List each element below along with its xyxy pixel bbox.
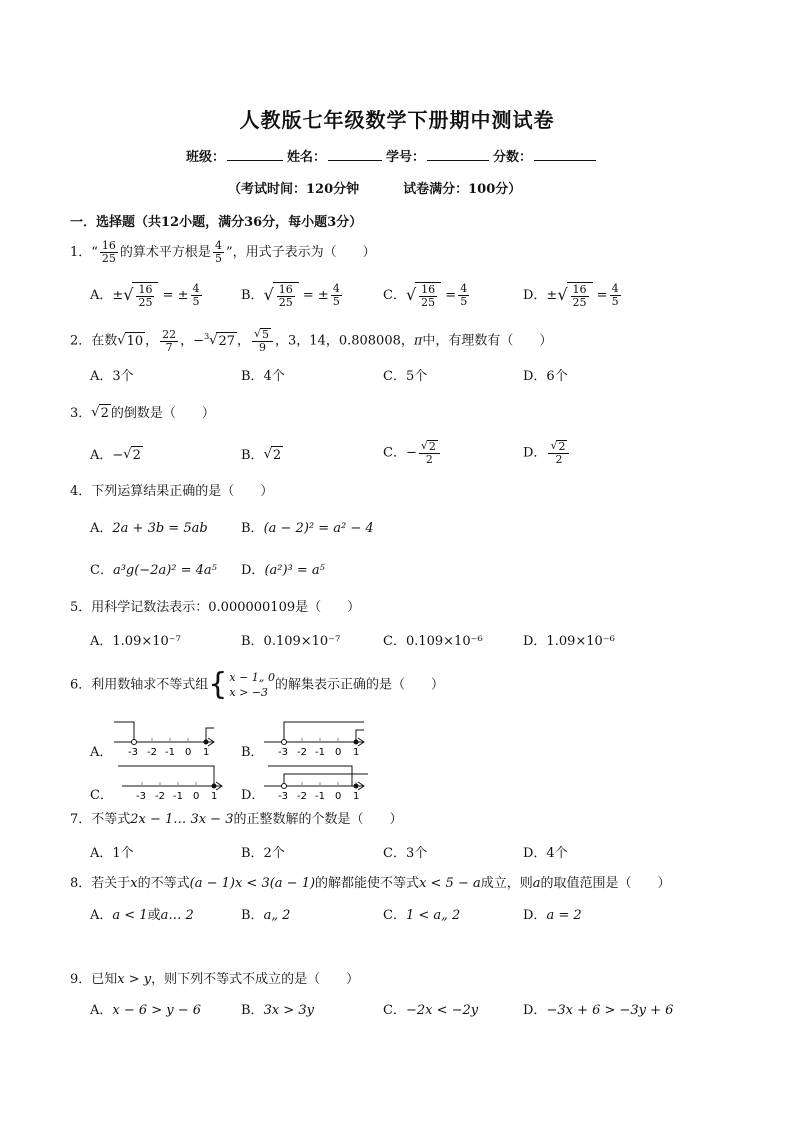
tick: -1 bbox=[173, 791, 183, 802]
tick: -1 bbox=[315, 791, 325, 802]
question-5: 5．用科学记数法表示：0.000000109是（ ） bbox=[70, 600, 361, 615]
id-blank[interactable] bbox=[427, 148, 489, 161]
q6-suffix: 的解集表示正确的是（ ） bbox=[274, 677, 444, 693]
frac-4-5 bbox=[213, 240, 224, 265]
q9-option-b[interactable] bbox=[241, 1002, 314, 1020]
expr: x < 5 − a bbox=[419, 876, 481, 891]
radicand: 10 bbox=[126, 333, 144, 349]
den: 25 bbox=[278, 296, 293, 309]
expr: (a − 2)² = a² − 4 bbox=[263, 521, 374, 536]
q1-suffix: ”，用式子表示为（ ） bbox=[225, 245, 376, 260]
label: D． bbox=[523, 1003, 547, 1018]
number-line-d bbox=[260, 762, 370, 804]
expr: (a²)³ = a⁵ bbox=[264, 563, 325, 578]
q8-text: 8．若关于 bbox=[70, 876, 131, 891]
eq: = ± bbox=[162, 288, 189, 303]
q8-option-b[interactable] bbox=[241, 907, 290, 925]
num: 4 bbox=[192, 282, 200, 295]
minus: − bbox=[193, 333, 205, 349]
number-line-a bbox=[110, 718, 220, 760]
expr: 1 < a„ 2 bbox=[405, 908, 461, 923]
label: A． bbox=[90, 521, 113, 536]
tick: -3 bbox=[136, 791, 146, 802]
row: x > −3 bbox=[229, 686, 269, 699]
num: 16 bbox=[421, 283, 436, 296]
score-label: 分数： bbox=[493, 150, 533, 165]
question-7 bbox=[70, 811, 403, 829]
tick: -1 bbox=[315, 747, 325, 758]
q7-tail: 的正整数解的个数是（ ） bbox=[233, 812, 403, 827]
expr: 3x > 3y bbox=[263, 1003, 314, 1018]
question-8 bbox=[70, 875, 671, 893]
tick: 1 bbox=[353, 791, 360, 802]
den: 2 bbox=[555, 453, 563, 466]
q6-prefix: 6．利用数轴求不等式组 bbox=[70, 677, 209, 693]
den: 7 bbox=[165, 340, 173, 354]
question-1 bbox=[70, 240, 376, 265]
expr: a„ 2 bbox=[263, 908, 291, 923]
label: A．− bbox=[90, 448, 124, 463]
sep: ， bbox=[237, 333, 251, 349]
radicand: 2 bbox=[132, 448, 141, 463]
var-a: a bbox=[532, 876, 541, 891]
number-line-c bbox=[118, 762, 228, 804]
tick: 1 bbox=[203, 747, 210, 758]
q7-option-d[interactable]: D．4个 bbox=[523, 846, 568, 861]
tick: 0 bbox=[335, 791, 342, 802]
exam-full-score: 试卷满分：100分） bbox=[403, 182, 522, 197]
q6-option-a[interactable]: A． bbox=[90, 745, 113, 760]
q2-text: 2．在数 bbox=[70, 333, 118, 349]
name-label: 姓名： bbox=[287, 150, 327, 165]
q9-option-d[interactable] bbox=[523, 1002, 673, 1020]
q1-option-a[interactable] bbox=[90, 282, 204, 309]
den: 5 bbox=[192, 295, 200, 308]
q5-option-b[interactable]: B．0.109×10⁻⁷ bbox=[241, 634, 341, 649]
q4-option-c[interactable] bbox=[90, 562, 217, 580]
frac-16-25 bbox=[100, 240, 118, 265]
id-label: 学号： bbox=[386, 150, 426, 165]
q1-option-b[interactable] bbox=[241, 282, 344, 309]
q2-option-a[interactable]: A．3个 bbox=[90, 369, 134, 384]
q3-option-d[interactable]: D． √ 2 2 bbox=[523, 440, 571, 466]
q8-option-d[interactable] bbox=[523, 907, 582, 925]
expr: x − 6 > y − 6 bbox=[112, 1003, 202, 1018]
tick: 0 bbox=[193, 791, 200, 802]
radicand: 2 bbox=[428, 440, 436, 453]
or: 或 bbox=[147, 908, 161, 923]
q5-option-c[interactable]: C．0.109×10⁻⁶ bbox=[383, 634, 483, 649]
label: D． bbox=[523, 445, 547, 461]
q7-text: 7．不等式 bbox=[70, 812, 131, 827]
q1-mid: 的算术平方根是 bbox=[119, 245, 211, 260]
q8-text: 成立，则 bbox=[480, 876, 533, 891]
num: 4 bbox=[611, 282, 619, 295]
label: C． bbox=[383, 288, 406, 303]
question-9 bbox=[70, 971, 359, 989]
q7-option-a[interactable]: A．1个 bbox=[90, 846, 134, 861]
label: B． bbox=[241, 521, 264, 536]
q9-text: 9．已知 bbox=[70, 972, 118, 987]
label: B． bbox=[241, 448, 264, 463]
q8-tail: 的取值范围是（ ） bbox=[540, 876, 671, 891]
tick: -2 bbox=[297, 791, 307, 802]
tick: -2 bbox=[155, 791, 165, 802]
question-4: 4．下列运算结果正确的是（ ） bbox=[70, 484, 274, 499]
tick: 1 bbox=[211, 791, 218, 802]
num: 4 bbox=[214, 239, 222, 252]
expr: a… 2 bbox=[160, 908, 194, 923]
tick: 1 bbox=[353, 747, 360, 758]
num: 16 bbox=[572, 283, 587, 296]
tick: 0 bbox=[185, 747, 192, 758]
q4-option-d[interactable] bbox=[241, 562, 325, 580]
q6-option-b[interactable]: B． bbox=[241, 745, 264, 760]
q9-option-c[interactable] bbox=[383, 1002, 478, 1020]
number-line-b bbox=[260, 718, 370, 760]
label: C． bbox=[383, 908, 406, 923]
row: x − 1„ 0 bbox=[229, 671, 275, 684]
expr: −2x < −2y bbox=[405, 1003, 479, 1018]
q2-option-d[interactable]: D．6个 bbox=[523, 369, 568, 384]
class-blank[interactable] bbox=[227, 148, 283, 161]
q2-tail: 中，有理数有（ ） bbox=[422, 333, 553, 349]
den: 25 bbox=[421, 296, 436, 309]
expr: x > y bbox=[117, 972, 152, 987]
den: 5 bbox=[214, 252, 222, 265]
q4-option-b[interactable] bbox=[241, 520, 374, 538]
den: 25 bbox=[138, 296, 153, 309]
tick: -3 bbox=[278, 747, 288, 758]
num: 16 bbox=[138, 283, 153, 296]
q3-prefix: 3． bbox=[70, 406, 92, 421]
q5-option-a[interactable]: A．1.09×10⁻⁷ bbox=[90, 634, 181, 649]
den: 5 bbox=[460, 295, 468, 308]
den: 25 bbox=[572, 296, 587, 309]
q8-text: 的不等式 bbox=[137, 876, 190, 891]
label: D． bbox=[523, 908, 547, 923]
num: 4 bbox=[460, 282, 468, 295]
sqrt: √ $\frac{16}{25}$ bbox=[557, 282, 592, 309]
num: 22 bbox=[162, 327, 177, 341]
expr: 2x − 1… 3x − 3 bbox=[130, 812, 234, 827]
num: 16 bbox=[101, 239, 116, 252]
sqrt: √ $\frac{16}{25}$ bbox=[406, 282, 441, 309]
q8-option-a[interactable] bbox=[90, 907, 194, 925]
student-info-fields bbox=[186, 146, 600, 165]
label: C．− bbox=[383, 445, 417, 461]
expr: −3x + 6 > −3y + 6 bbox=[546, 1003, 674, 1018]
tick: -2 bbox=[147, 747, 157, 758]
q3-option-a[interactable]: A．− √ 2 bbox=[90, 447, 141, 463]
sqrt: √ $\frac{16}{25}$ bbox=[123, 282, 158, 309]
inequality-system: { x − 1„ 0 x > −3 bbox=[208, 667, 275, 702]
eq: = bbox=[445, 288, 457, 303]
den: 25 bbox=[101, 252, 116, 265]
q8-option-c[interactable] bbox=[383, 907, 460, 925]
q6-option-d[interactable]: D． bbox=[241, 788, 265, 803]
label: C． bbox=[383, 1003, 406, 1018]
q7-option-c[interactable]: C．3个 bbox=[383, 846, 428, 861]
question-6 bbox=[70, 667, 444, 702]
tick: 0 bbox=[335, 747, 342, 758]
expr: (a − 1)x < 3(a − 1) bbox=[189, 876, 316, 891]
exam-time: （考试时间：120分钟 bbox=[228, 182, 360, 197]
label: A． bbox=[90, 908, 113, 923]
expr: a³g(−2a)² = 4a⁵ bbox=[112, 563, 217, 578]
eq: = bbox=[596, 288, 608, 303]
class-label: 班级： bbox=[186, 150, 226, 165]
q7-option-b[interactable]: B．2个 bbox=[241, 846, 285, 861]
pi: π bbox=[413, 333, 423, 349]
exam-info bbox=[228, 178, 521, 197]
q2-option-c[interactable]: C．5个 bbox=[383, 369, 428, 384]
label: B． bbox=[241, 1003, 264, 1018]
q4-option-a[interactable] bbox=[90, 520, 208, 538]
den: 9 bbox=[259, 341, 267, 354]
label: B． bbox=[241, 288, 264, 303]
den: 5 bbox=[332, 295, 340, 308]
q9-tail: ，则下列不等式不成立的是（ ） bbox=[151, 972, 360, 987]
tick: -3 bbox=[278, 791, 288, 802]
q6-option-c[interactable]: C． bbox=[90, 788, 113, 803]
name-blank[interactable] bbox=[328, 148, 382, 161]
expr: 2a + 3b = 5ab bbox=[112, 521, 208, 536]
radicand: 2 bbox=[100, 406, 109, 421]
radicand: 27 bbox=[218, 333, 235, 349]
expr: a < 1 bbox=[112, 908, 148, 923]
q3-option-b[interactable]: B． √ 2 bbox=[241, 447, 282, 463]
score-blank[interactable] bbox=[534, 148, 596, 161]
radicand: 2 bbox=[272, 448, 282, 463]
q5-option-d[interactable]: D．1.09×10⁻⁶ bbox=[523, 634, 615, 649]
eq: = ± bbox=[302, 288, 329, 303]
label: B． bbox=[241, 908, 264, 923]
page-title: 人教版七年级数学下册期中测试卷 bbox=[239, 108, 555, 132]
sep: ， bbox=[180, 333, 194, 349]
question-2: 2．在数 √ 10 ， $\frac{22}{7}$ ，−$^3$ √ 27 ， √ 5 9 ，3，14，0.808008，π中，有理数有（ ） bbox=[70, 327, 553, 354]
tick: -2 bbox=[297, 747, 307, 758]
q3-tail: 的倒数是（ ） bbox=[110, 406, 215, 421]
cube-index: 3 bbox=[204, 332, 210, 342]
q1-prefix: 1．“ bbox=[70, 245, 98, 260]
tick: -1 bbox=[165, 747, 175, 758]
q3-option-c[interactable]: C．− √ 2 2 bbox=[383, 440, 442, 466]
var-x: x bbox=[130, 876, 138, 891]
sqrt: √ $\frac{16}{25}$ bbox=[264, 282, 299, 309]
q2-rest: ，3，14，0.808008， bbox=[275, 333, 414, 349]
num: 4 bbox=[332, 282, 340, 295]
q2-option-b[interactable]: B．4个 bbox=[241, 369, 285, 384]
q9-option-a[interactable] bbox=[90, 1002, 201, 1020]
q1-option-d[interactable] bbox=[523, 282, 623, 309]
radicand: 5 bbox=[262, 328, 270, 341]
label: A．± bbox=[90, 288, 124, 303]
q8-text: 的解都能使不等式 bbox=[315, 876, 420, 891]
q1-option-c[interactable] bbox=[383, 282, 471, 309]
label: D．± bbox=[523, 288, 558, 303]
section-heading: 一．选择题（共12小题，满分36分，每小题3分） bbox=[70, 215, 363, 230]
den: 5 bbox=[611, 295, 619, 308]
tick: -3 bbox=[128, 747, 138, 758]
label: C． bbox=[90, 563, 113, 578]
label: A． bbox=[90, 1003, 113, 1018]
expr: a = 2 bbox=[546, 908, 582, 923]
num: 16 bbox=[278, 283, 293, 296]
label: D． bbox=[241, 563, 265, 578]
radicand: 2 bbox=[558, 440, 566, 453]
question-3: 3． √ 2 的倒数是（ ） bbox=[70, 405, 215, 421]
den: 2 bbox=[425, 453, 433, 466]
sep: ， bbox=[145, 333, 159, 349]
